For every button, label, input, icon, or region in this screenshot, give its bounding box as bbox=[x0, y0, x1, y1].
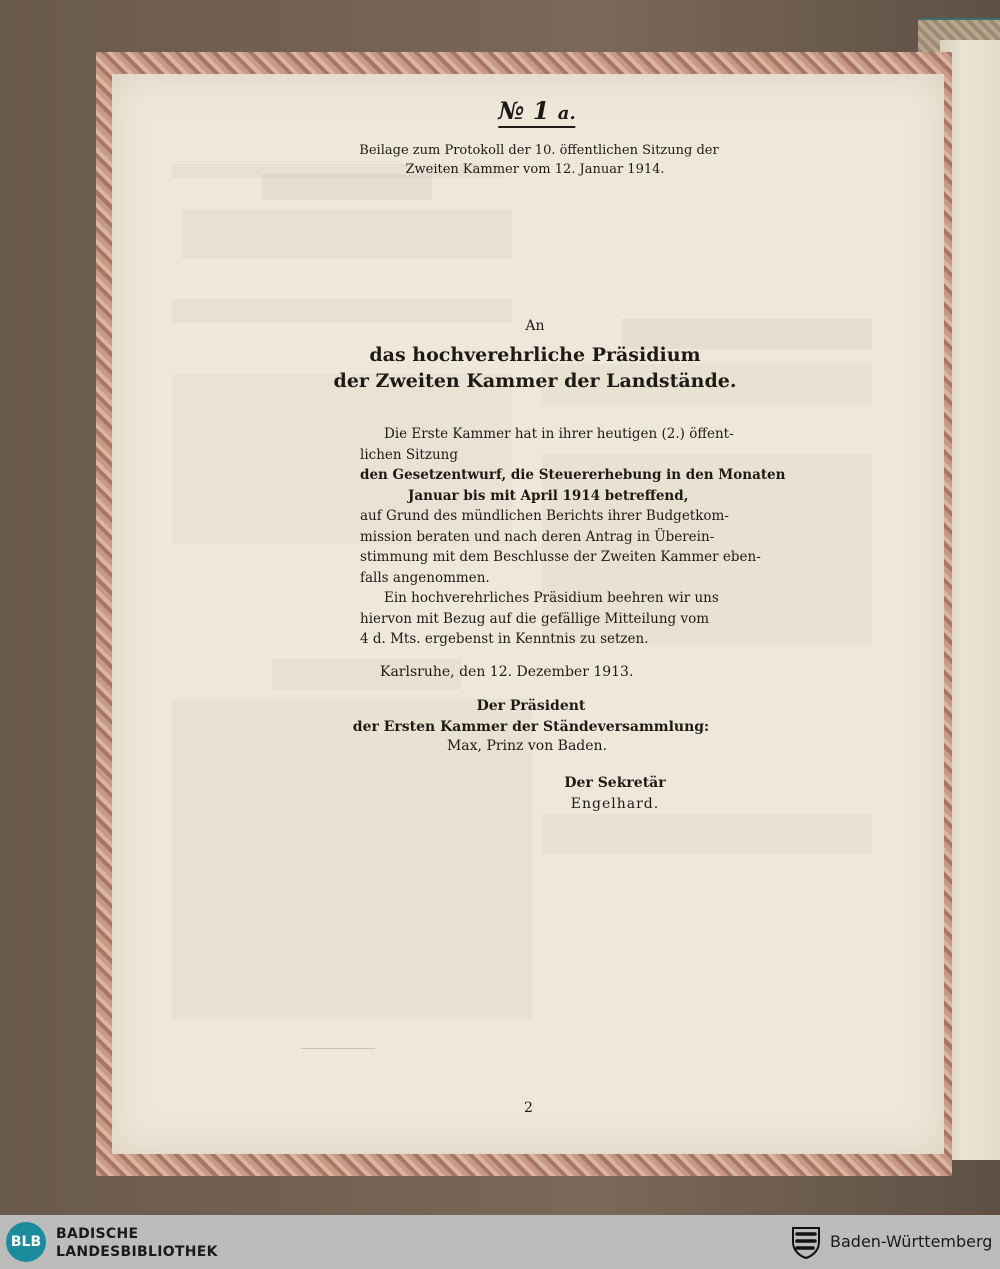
body-line: Die Erste Kammer hat in ihrer heutigen (2.) öffent- bbox=[384, 426, 734, 442]
library-footer bbox=[0, 1215, 1000, 1269]
secretary-title: Der Sekretär bbox=[564, 775, 666, 791]
library-name-line-1: BADISCHE bbox=[56, 1226, 139, 1242]
body-line: Ein hochverehrliches Präsidium beehren wir uns bbox=[384, 590, 719, 606]
blb-logo[interactable]: BLB bbox=[6, 1222, 46, 1262]
president-organization: der Ersten Kammer der Ständeversammlung: bbox=[352, 719, 710, 735]
president-title: Der Präsident bbox=[476, 698, 586, 714]
body-line: auf Grund des mündlichen Berichts ihrer Budgetkom- bbox=[360, 508, 729, 524]
body-line: hiervon mit Bezug auf die gefällige Mitteilung vom bbox=[360, 610, 709, 627]
bleed-through bbox=[182, 209, 512, 259]
beilage-line-1: Beilage zum Protokoll der 10. öffentlichen Sitzung der bbox=[359, 143, 719, 158]
salutation: An bbox=[525, 318, 545, 334]
bleed-through bbox=[542, 814, 872, 854]
body-line: lichen Sitzung bbox=[360, 446, 459, 463]
page-number: 2 bbox=[524, 1100, 533, 1116]
bleed-through bbox=[262, 174, 432, 200]
document-number: № 1 bbox=[498, 96, 550, 125]
document-number-suffix: a. bbox=[557, 103, 576, 124]
body-line: Januar bis mit April 1914 betreffend, bbox=[408, 487, 689, 504]
bleed-through bbox=[172, 299, 512, 323]
place-date: Karlsruhe, den 12. Dezember 1913. bbox=[380, 664, 634, 680]
document-number-heading bbox=[498, 96, 575, 128]
secretary-name: Engelhard. bbox=[570, 796, 660, 812]
beilage-line-2: Zweiten Kammer vom 12. Januar 1914. bbox=[405, 162, 665, 177]
baden-wuerttemberg-lions-icon[interactable] bbox=[790, 1224, 822, 1260]
body-line: mission beraten und nach deren Antrag in Überein- bbox=[360, 528, 715, 545]
president-name: Max, Prinz von Baden. bbox=[446, 738, 608, 754]
body-line: den Gesetzentwurf, die Steuererhebung in den Monaten bbox=[360, 467, 786, 483]
state-name[interactable]: Baden-Württemberg bbox=[830, 1232, 993, 1251]
body-line: falls angenommen. bbox=[360, 569, 490, 586]
body-line: 4 d. Mts. ergebenst in Kenntnis zu setzen. bbox=[360, 631, 649, 647]
separator-rule bbox=[301, 1048, 375, 1049]
body-line: stimmung mit dem Beschlusse der Zweiten Kammer eben- bbox=[360, 549, 761, 565]
library-name-line-2: LANDESBIBLIOTHEK bbox=[56, 1244, 218, 1260]
addressee-line-1: das hochverehrliche Präsidium bbox=[369, 344, 701, 366]
addressee-line-2: der Zweiten Kammer der Landstände. bbox=[333, 370, 737, 392]
